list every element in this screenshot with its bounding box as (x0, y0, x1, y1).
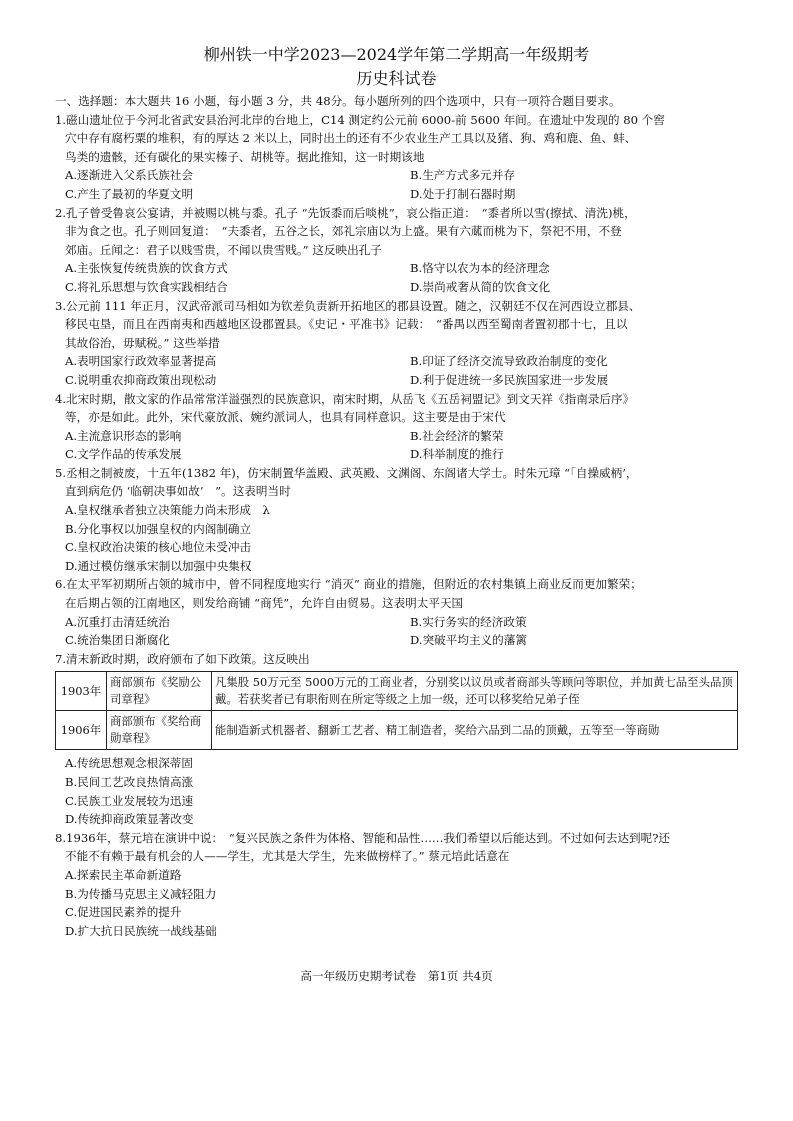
option-c[interactable]: C.皇权政治决策的核心地位未受冲击 (65, 540, 252, 555)
table-cell-content: 凡集股 50万元至 5000万元的工商业者，分别奖以议员或者商部头等顾问等职位，并加黄七品至头品顶戴。若获奖者已有职衔则在所定等级之上加一级，还可以移奖给兄弟子侄 (212, 672, 738, 711)
option-d[interactable]: D.传统抑商政策显著改变 (65, 812, 194, 827)
option-row (55, 185, 745, 204)
option-c[interactable]: C.促进国民素养的提升 (65, 905, 182, 920)
option-b[interactable]: B.实行务实的经济政策 (410, 614, 527, 629)
question-4 (55, 390, 745, 464)
exam-subtitle: 历史科试卷 (356, 69, 437, 88)
question-stem-line: 1.磁山遗址位于今河北省武安县治河北岸的台地上，C14 测定约公元前 6000-前 5600 年间。在遗址中发现的 80 个窖 (55, 112, 665, 127)
option-a[interactable]: A.主流意识形态的影响 (65, 428, 182, 443)
option-b[interactable]: B.生产方式多元并存 (410, 168, 515, 183)
option-a[interactable]: A.沉重打击清廷统治 (65, 614, 170, 629)
option-d[interactable]: D.扩大抗日民族统一战线基础 (65, 923, 217, 938)
question-stem-line: 非为食之也。孔子则回复道： “夫黍者，五谷之长，郊礼宗庙以为上盛。果有六蓏而桃为下，祭祀不用，不登 (65, 224, 622, 239)
question-stem-line: 郊庙。丘闻之：君子以贱雪贵，不闻以贵雪贱。” 这反映出孔子 (65, 242, 382, 257)
question-stem-line: 穴中存有腐朽粟的堆积，有的厚达 2 米以上，同时出土的还有不少农业生产工具以及猪、狗、鸡和鹿、鱼、蚌、 (65, 131, 637, 146)
question-stem-line: 8.1936年，蔡元培在演讲中说： “复兴民族之条件为体格、智能和品性……我们希望以后能达到。不过如何去达到呢?还 (55, 830, 671, 845)
option-c[interactable]: C.说明重农抑商政策出现松动 (65, 372, 217, 387)
option-d[interactable]: D.崇尚戒奢从简的饮食文化 (410, 279, 551, 294)
question-7 (55, 650, 745, 829)
option-a[interactable]: A.传统思想观念根深蒂固 (65, 756, 193, 771)
table-cell-year: 1903年 (56, 672, 107, 711)
option-c[interactable]: C.民族工业发展较为迅速 (65, 793, 194, 808)
question-stem-line: 不能不有赖于最有机会的人——学生，尤其是大学生，先来做榜样了。” 蔡元培此话意在 (65, 849, 510, 864)
question-stem-line: 等，亦是如此。此外，宋代豪放派、婉约派词人，也具有同样意识。这主要是由于宋代 (65, 410, 506, 425)
question-stem-line: 鸟类的遗骸，还有碳化的果实榛子、胡桃等。据此推知，这一时期该地 (65, 149, 425, 164)
option-a[interactable]: A.逐渐进入父系氏族社会 (65, 168, 193, 183)
question-5 (55, 464, 745, 576)
option-d[interactable]: D.突破平均主义的藩篱 (410, 633, 527, 648)
question-8 (55, 829, 745, 941)
question-stem-line: 其故俗治，毋赋税。” 这些举措 (65, 335, 220, 350)
questions-area (55, 92, 745, 940)
option-row (55, 166, 745, 185)
table-cell-document: 商部颁布《奖励公司章程》 (107, 672, 212, 711)
option-d[interactable]: D.通过模仿继承宋制以加强中央集权 (65, 558, 252, 573)
option-row (55, 278, 745, 297)
option-row (55, 352, 745, 371)
question-2 (55, 204, 745, 297)
option-c[interactable]: C.文学作品的传承发展 (65, 447, 182, 462)
question-stem-line: 6.在太平军初期所占领的城市中，曾不同程度地实行 “消灭” 商业的措施，但附近的农村集镇上商业反而更加繁荣； (55, 577, 642, 592)
question-stem-line: 2.孔子曾受鲁哀公宴请，并被赐以桃与黍。孔子 “先饭黍而后啖桃”，哀公指正道： “黍者所以雪(擦拭、清洗)桃， (55, 205, 636, 220)
option-c[interactable]: C.将礼乐思想与饮食实践相结合 (65, 279, 228, 294)
option-a[interactable]: A.表明国家行政效率显著提高 (65, 354, 217, 369)
question-stem-line: 在后期占领的江南地区，则发给商铺 “商凭”，允许自由贸易。这表明太平天国 (65, 596, 464, 611)
option-row (55, 445, 745, 464)
question-1 (55, 111, 745, 204)
option-row (55, 371, 745, 390)
option-b[interactable]: B.恪守以农为本的经济理念 (410, 261, 550, 276)
section-instructions: 一、选择题：本大题共 16 小题，每小题 3 分，共 48分。每小题所列的四个选项中，只有一项符合题目要求。 (55, 94, 621, 108)
option-row (55, 427, 745, 446)
option-b[interactable]: B.为传播马克思主义减轻阻力 (65, 886, 217, 901)
question-3 (55, 297, 745, 390)
option-a[interactable]: A.探索民主革命新道路 (65, 867, 182, 882)
table-row (56, 672, 738, 711)
question-stem-line: 移民屯垦，而且在西南夷和西越地区设郡置县。《史记・平准书》记载： “番禺以西至蜀南者置初郡十七，且以 (65, 317, 628, 332)
option-a[interactable]: A.皇权继承者独立决策能力尚未形成 λ (65, 503, 270, 518)
policy-table (55, 671, 738, 750)
table-row (56, 711, 738, 750)
option-c[interactable]: C.产生了最初的华夏文明 (65, 186, 194, 201)
question-stem-line: 4.北宋时期，散文家的作品常常洋溢强烈的民族意识，南宋时期，从岳飞《五岳祠盟记》到文天祥《指南录后序》 (55, 391, 635, 406)
question-6 (55, 575, 745, 649)
question-stem-line: 7.清末新政时期，政府颁布了如下政策。这反映出 (55, 651, 310, 666)
option-d[interactable]: D.处于打制石器时期 (410, 186, 516, 201)
table-cell-document: 商部颁布《奖给商勋章程》 (107, 711, 212, 750)
option-row (55, 259, 745, 278)
option-b[interactable]: B.社会经济的繁荣 (410, 428, 504, 443)
page-footer: 高一年级历史期考试卷 第1页 共4页 (300, 969, 493, 983)
exam-title: 柳州铁一中学2023—2024学年第二学期高一年级期考 (203, 45, 590, 64)
option-d[interactable]: D.科举制度的推行 (410, 447, 504, 462)
option-b[interactable]: B.民间工艺改良热情高涨 (65, 775, 194, 789)
option-b[interactable]: B.印证了经济交流导致政治制度的变化 (410, 354, 608, 369)
table-cell-year: 1906年 (56, 711, 107, 750)
question-stem-line: 直到病危仍 ‘临朝决事如故’ ”。这表明当时 (65, 484, 291, 499)
option-d[interactable]: D.利于促进统一多民族国家进一步发展 (410, 372, 609, 387)
table-cell-content: 能制造新式机器者、翻新工艺者、精工制造者，奖给六品到二品的顶戴，五等至一等商勋 (212, 711, 738, 750)
option-a[interactable]: A.主张恢复传统贵族的饮食方式 (65, 261, 228, 276)
option-c[interactable]: C.统治集团日渐腐化 (65, 633, 170, 648)
option-b[interactable]: B.分化事权以加强皇权的内阁制确立 (65, 521, 252, 536)
question-stem-line: 3.公元前 111 年正月，汉武帝派司马相如为钦差负责新开拓地区的郡县设置。随之，汉朝廷不仅在河西设立郡县、 (55, 298, 641, 313)
question-stem-line: 5.丞相之制被废，十五年(1382 年)，仿宋制置华盖殿、武英殿、文渊阁、东阁诸大学士。时朱元璋 “「自操威柄’， (55, 465, 638, 480)
option-row (55, 631, 745, 650)
option-row (55, 613, 745, 632)
